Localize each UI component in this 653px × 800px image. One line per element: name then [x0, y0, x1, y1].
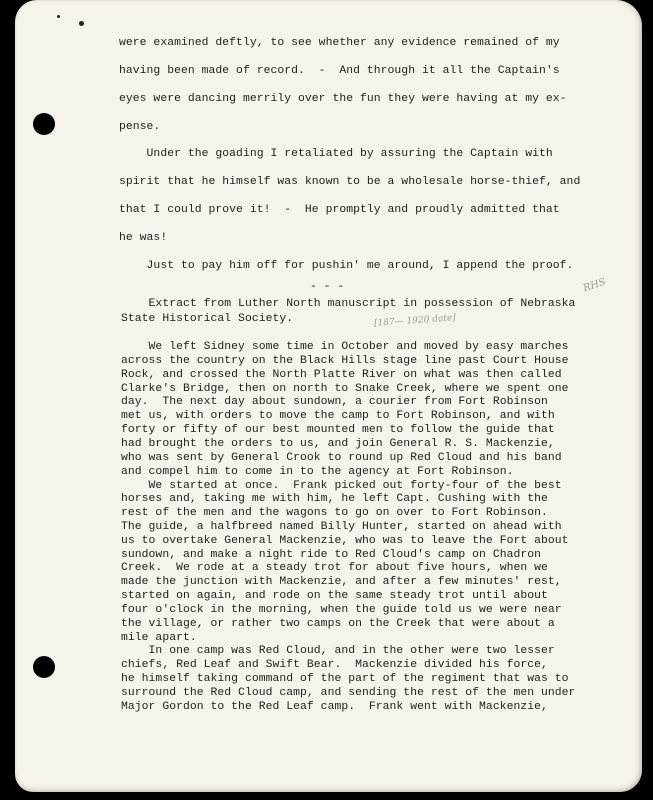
text-line: day. The next day about sundown, a courier from Fort Robinson: [121, 396, 548, 408]
text-line: Creek. We rode at a steady trot for about five hours, when we: [121, 562, 548, 574]
text-line: started on again, and rode on the same steady trot until about: [121, 590, 548, 602]
text-line: The guide, a halfbreed named Billy Hunter, started on ahead with: [121, 521, 562, 533]
text-line: Extract from Luther North manuscript in possession of Nebraska: [121, 298, 576, 310]
text-line: spirit that he himself was known to be a wholesale horse-thief, and: [119, 176, 581, 188]
text-line: were examined deftly, to see whether any evidence remained of my: [119, 37, 560, 49]
text-line: that I could prove it! - He promptly and proudly admitted that: [119, 204, 560, 216]
text-line: had brought the orders to us, and join General R. S. Mackenzie,: [121, 438, 555, 450]
text-line: met us, with orders to move the camp to Fort Robinson, and with: [121, 410, 555, 422]
text-line: the village, or rather two camps on the Creek that were about a: [121, 618, 555, 630]
text-line: In one camp was Red Cloud, and in the other were two lesser: [121, 645, 555, 657]
text-line: We started at once. Frank picked out forty-four of the best: [121, 480, 562, 492]
text-line: who was sent by General Crook to round up Red Cloud and his band: [121, 452, 562, 464]
punch-hole-top: [33, 113, 55, 135]
text-line: across the country on the Black Hills stage line past Court House: [121, 355, 569, 367]
handwritten-date-note: [187— 1920 date]: [373, 313, 457, 329]
text-line: Under the goading I retaliated by assuring the Captain with: [119, 148, 553, 160]
text-line: We left Sidney some time in October and moved by easy marches: [121, 341, 569, 353]
text-line: and compel him to come in to the agency at Fort Robinson.: [121, 466, 514, 478]
text-line: mile apart.: [121, 632, 197, 644]
text-line: having been made of record. - And through it all the Captain's: [119, 65, 560, 77]
text-line: Rock, and crossed the North Platte River on what was then called: [121, 369, 562, 381]
text-line: he himself taking command of the part of the regiment that was to: [121, 673, 569, 685]
text-line: he was!: [119, 232, 168, 244]
text-line: Just to pay him off for pushin' me around, I append the proof.: [119, 260, 574, 272]
text-line: horses and, taking me with him, he left Capt. Cushing with the: [121, 493, 548, 505]
text-line: sundown, and make a night ride to Red Cloud's camp on Chadron: [121, 549, 542, 561]
text-line: made the junction with Mackenzie, and after a few minutes' rest,: [121, 576, 562, 588]
ink-speck: [57, 15, 60, 18]
punch-hole-bottom: [33, 656, 55, 678]
text-line: pense.: [119, 121, 161, 133]
text-line: four o'clock in the morning, when the guide told us we were near: [121, 604, 562, 616]
text-line: us to overtake General Mackenzie, who was to leave the Fort about: [121, 535, 569, 547]
section-separator: - - -: [310, 281, 345, 293]
text-line: eyes were dancing merrily over the fun they were having at my ex-: [119, 93, 567, 105]
text-line: Clarke's Bridge, then on north to Snake Creek, where we spent one: [121, 383, 569, 395]
text-line: surround the Red Cloud camp, and sending the rest of the men under: [121, 687, 576, 699]
text-line: State Historical Society.: [121, 313, 294, 325]
text-line: forty or fifty of our best mounted men to follow the guide that: [121, 424, 555, 436]
handwritten-initials: RHS: [581, 276, 608, 295]
ink-speck: [79, 21, 84, 26]
text-line: Major Gordon to the Red Leaf camp. Frank went with Mackenzie,: [121, 701, 548, 713]
text-line: chiefs, Red Leaf and Swift Bear. Mackenzie divided his force,: [121, 659, 548, 671]
text-line: rest of the men and the wagons to go on over to Fort Robinson.: [121, 507, 548, 519]
